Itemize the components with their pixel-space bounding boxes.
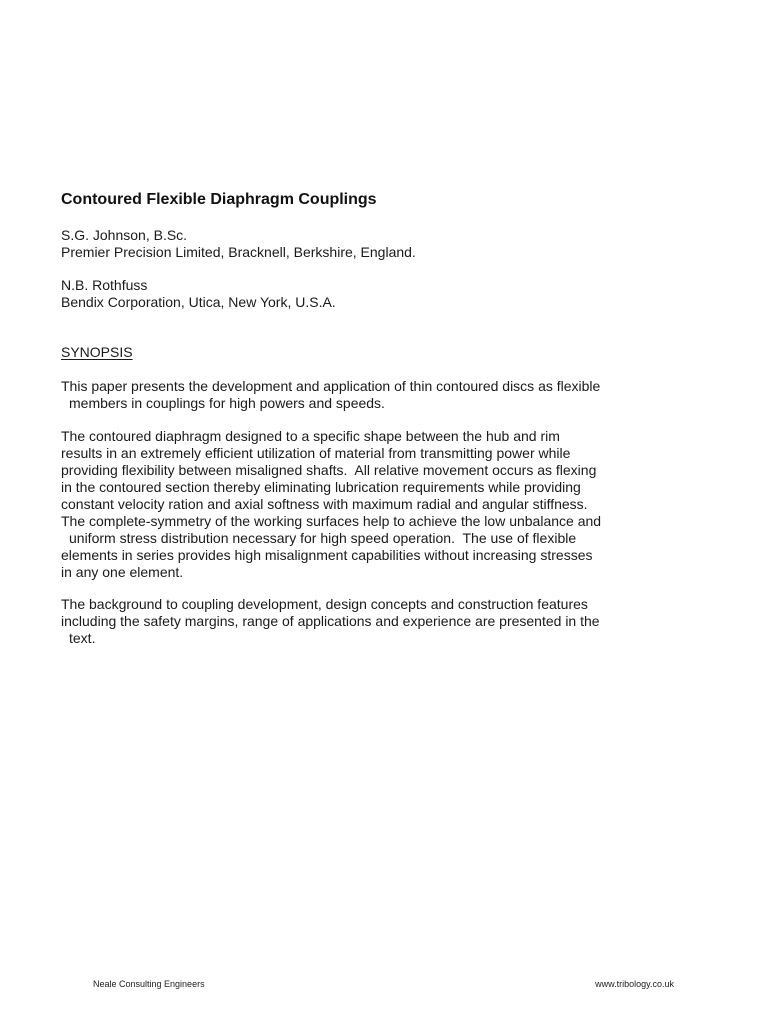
paper-title: Contoured Flexible Diaphragm Couplings xyxy=(61,191,377,208)
paragraph-line: constant velocity ration and axial softness with maximum radial and angular stiffness. xyxy=(61,496,588,512)
synopsis-heading: SYNOPSIS xyxy=(61,344,133,360)
synopsis-paragraph-1 xyxy=(61,378,681,412)
footer-company: Neale Consulting Engineers xyxy=(93,979,205,989)
paragraph-line: elements in series provides high misalignment capabilities without increasing stresses xyxy=(61,547,593,563)
paragraph-line: providing flexibility between misaligned shafts. All relative movement occurs as flexing xyxy=(61,462,597,478)
footer-website: www.tribology.co.uk xyxy=(595,979,674,989)
paragraph-line: text. xyxy=(69,630,96,646)
paragraph-line: The background to coupling development, design concepts and construction features xyxy=(61,596,588,612)
paragraph-line: uniform stress distribution necessary for high speed operation. The use of flexible xyxy=(69,530,577,546)
author-block-1 xyxy=(61,227,681,261)
paragraph-line: including the safety margins, range of applications and experience are presented in the xyxy=(61,613,600,629)
paragraph-line: This paper presents the development and application of thin contoured discs as flexible xyxy=(61,378,601,394)
paragraph-line: in any one element. xyxy=(61,564,184,580)
synopsis-paragraph-3 xyxy=(61,596,681,647)
paragraph-line: The contoured diaphragm designed to a specific shape between the hub and rim xyxy=(61,428,560,444)
author-name: S.G. Johnson, B.Sc. xyxy=(61,227,188,243)
author-affiliation: Bendix Corporation, Utica, New York, U.S.A. xyxy=(61,294,336,310)
paragraph-line: results in an extremely efficient utilization of material from transmitting power while xyxy=(61,445,571,461)
author-name: N.B. Rothfuss xyxy=(61,277,148,293)
author-block-2 xyxy=(61,277,681,311)
paragraph-line: members in couplings for high powers and speeds. xyxy=(69,395,385,411)
synopsis-paragraph-2 xyxy=(61,428,681,581)
author-affiliation: Premier Precision Limited, Bracknell, Berkshire, England. xyxy=(61,244,416,260)
paragraph-line: in the contoured section thereby eliminating lubrication requirements while providing xyxy=(61,479,581,495)
paragraph-line: The complete-symmetry of the working surfaces help to achieve the low unbalance and xyxy=(61,513,602,529)
